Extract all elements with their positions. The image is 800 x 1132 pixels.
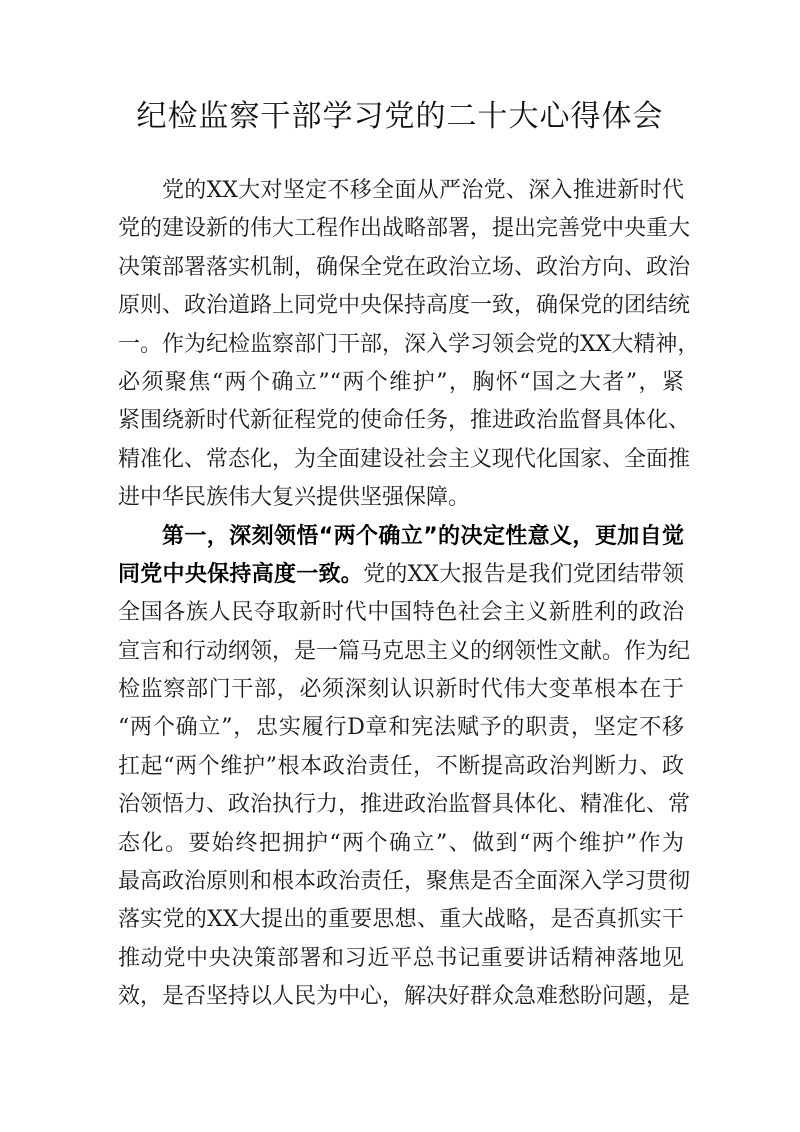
paragraph-2-heading: 第一，深刻领悟“两个确立”的决定性意义，更加自觉 [162, 523, 684, 549]
paragraph-2-line: 全国各族人民夺取新时代中国特色社会主义新胜利的政治 [118, 600, 684, 626]
paragraph-2-line: 扛起“两个维护”根本政治责任，不断提高政治判断力、政 [118, 753, 684, 779]
paragraph-1-line: 进中华民族伟大复兴提供坚强保障。 [118, 485, 471, 511]
paragraph-2-line [118, 556, 684, 594]
paragraph-2-line: 宣言和行动纲领，是一篇马克思主义的纲领性文献。作为纪 [118, 638, 691, 664]
paragraph-2-line: 检监察部门干部，必须深刻认识新时代伟大变革根本在于 [118, 677, 684, 703]
paragraph-1-line: 原则、政治道路上同党中央保持高度一致，确保党的团结统 [118, 293, 691, 319]
paragraph-2-line: 态化。要始终把拥护“两个确立”、做到“两个维护”作为 [118, 830, 684, 856]
paragraph-1-line: 一。作为纪检监察部门干部，深入学习领会党的XX大精神， [118, 331, 700, 357]
paragraph-1-line: 精准化、常态化，为全面建设社会主义现代化国家、全面推 [118, 446, 691, 472]
document-body [118, 172, 700, 1017]
paragraph-1-line: 决策部署落实机制，确保全党在政治立场、政治方向、政治 [118, 254, 691, 280]
paragraph-2-line: 治领悟力、政治执行力，推进政治监督具体化、精准化、常 [118, 792, 691, 818]
paragraph-2-line: 落实党的XX大提出的重要思想、重大战略，是否真抓实干 [118, 907, 684, 933]
paragraph-1-line: 紧围绕新时代新征程党的使命任务，推进政治监督具体化、 [118, 408, 691, 434]
paragraph-2-line: 效，是否坚持以人民为中心，解决好群众急难愁盼问题，是 [118, 984, 691, 1010]
paragraph-2-line: 推动党中央决策部署和习近平总书记重要讲话精神落地见 [118, 945, 684, 971]
paragraph-2-heading-end: 同党中央保持高度一致。 [118, 561, 364, 587]
paragraph-2-line-rest: 党的XX大报告是我们党团结带领 [363, 561, 684, 587]
paragraph-1-line: 必须聚焦“两个确立”“两个维护”，胸怀“国之大者”，紧 [118, 369, 684, 395]
document-title: 纪检监察干部学习党的二十大心得体会 [136, 99, 664, 134]
paragraph-2-line: 最高政治原则和根本政治责任，聚焦是否全面深入学习贯彻 [118, 869, 691, 895]
paragraph-2-line: “两个确立”，忠实履行D章和宪法赋予的职责，坚定不移 [118, 715, 684, 741]
paragraph-1-line: 党的XX大对坚定不移全面从严治党、深入推进新时代 [162, 178, 684, 203]
paragraph-1-line: 党的建设新的伟大工程作出战略部署，提出完善党中央重大 [118, 216, 691, 242]
